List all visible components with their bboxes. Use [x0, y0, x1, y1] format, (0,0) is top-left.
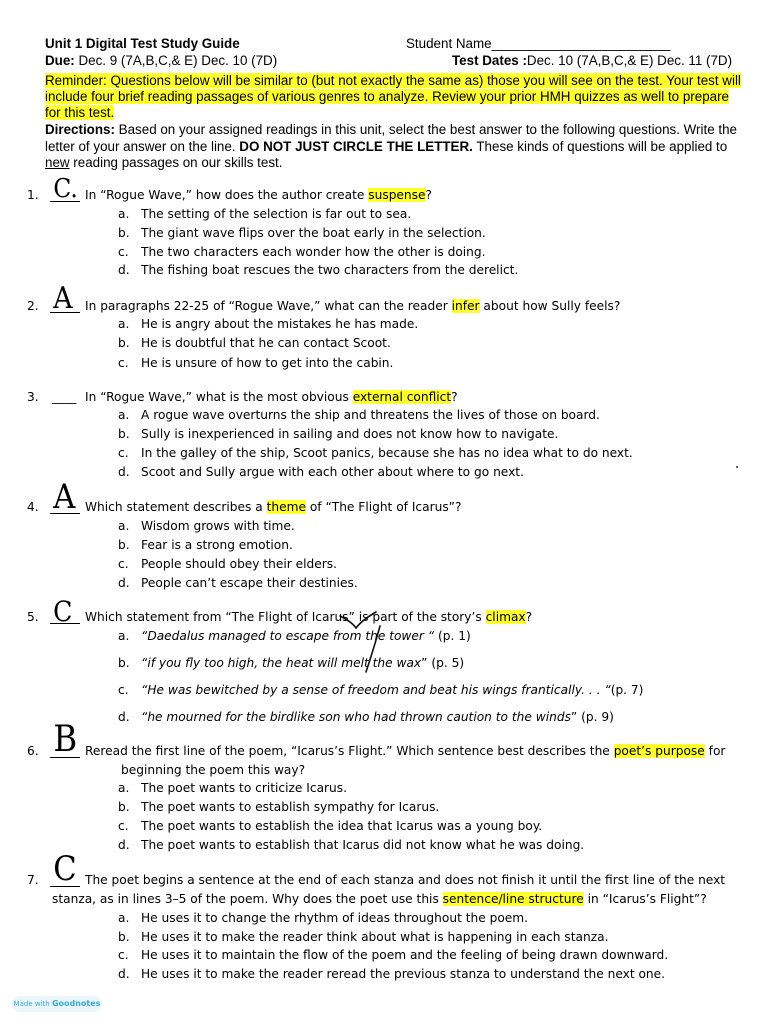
question-text: [85, 299, 620, 313]
option-letter: c.: [118, 356, 129, 370]
question-number: 5.: [27, 610, 39, 624]
question-text: [85, 500, 461, 514]
directions-label: Directions:: [45, 122, 115, 137]
option-text: He is unsure of how to get into the cabin.: [141, 356, 394, 370]
question-prompt: Which statement from “The Flight of Icarus” is part of the story’s: [85, 610, 486, 624]
option-letter: c.: [118, 683, 129, 697]
option-text: A rogue wave overturns the ship and threatens the lives of those on board.: [141, 408, 600, 422]
option-letter: c.: [118, 819, 129, 833]
option-text: [141, 710, 614, 724]
question-suffix: for: [704, 744, 726, 758]
question-text: [85, 744, 725, 758]
option-text: The poet wants to establish sympathy for Icarus.: [141, 800, 440, 814]
option-text: He uses it to make the reader reread the previous stanza to understand the next one.: [141, 967, 666, 981]
question-prompt: Which statement describes a: [85, 500, 267, 514]
question-number: 2.: [27, 299, 39, 313]
option-letter: b.: [118, 226, 130, 240]
option-text: The giant wave flips over the boat early in the selection.: [141, 226, 486, 240]
option-text: The setting of the selection is far out to sea.: [141, 207, 412, 221]
answer-blank[interactable]: ____: [52, 390, 77, 404]
directions-underlined: new: [45, 155, 70, 170]
student-name-label: Student Name: [406, 36, 492, 51]
question-prompt: stanza, as in lines 3–5 of the poem. Why does the poet use this: [52, 892, 443, 906]
question-number: 4.: [27, 500, 39, 514]
question-text: [85, 188, 432, 202]
due-label: Due:: [45, 53, 75, 68]
test-dates-value: Dec. 10 (7A,B,C,& E) Dec. 11 (7D): [526, 53, 733, 68]
option-letter: a.: [118, 781, 130, 795]
option-text: The poet wants to criticize Icarus.: [141, 781, 347, 795]
badge-prefix: Made with: [13, 1000, 50, 1008]
option-letter: c.: [118, 557, 129, 571]
option-letter: a.: [118, 317, 130, 331]
option-text: People can’t escape their destinies.: [141, 576, 358, 590]
directions-text-1: Based on your assigned readings in this unit, select the best answer to the following questions. Write the letter of your answer on the line.: [45, 122, 737, 154]
question-suffix: ?: [451, 390, 458, 404]
option-text: The poet wants to establish that Icarus did not know what he was doing.: [141, 838, 585, 852]
highlighted-term: suspense: [368, 188, 426, 202]
option-quote: “Daedalus managed to escape from the tower “: [141, 629, 435, 643]
option-text: [141, 629, 471, 643]
due-date: [45, 52, 277, 69]
question-suffix: ?: [425, 188, 432, 202]
option-letter: b.: [118, 930, 130, 944]
question-text-continued: [52, 892, 707, 906]
question-prompt: In “Rogue Wave,” how does the author create: [85, 188, 369, 202]
option-letter: a.: [118, 519, 130, 533]
option-quote: “he mourned for the birdlike son who had thrown caution to the winds: [141, 710, 571, 724]
question-text: The poet begins a sentence at the end of each stanza and does not finish it until the first line of the next: [85, 873, 726, 887]
option-text: Wisdom grows with time.: [141, 519, 295, 533]
document-title: Unit 1 Digital Test Study Guide: [45, 36, 240, 51]
option-page: ” (p. 5): [421, 656, 465, 670]
question-number: 3.: [27, 390, 39, 404]
option-text: [141, 656, 464, 670]
highlighted-term: climax: [485, 610, 526, 624]
test-dates-label: Test Dates :: [452, 53, 527, 68]
option-letter: c.: [118, 948, 129, 962]
option-text: He is doubtful that he can contact Scoot.: [141, 336, 391, 350]
option-text: In the galley of the ship, Scoot panics, because she has no idea what to do next.: [141, 446, 633, 460]
option-letter: d.: [118, 967, 130, 981]
question-prompt: In “Rogue Wave,” what is the most obvious: [85, 390, 353, 404]
handwritten-answer: B: [53, 719, 78, 760]
question-prompt: In paragraphs 22-25 of “Rogue Wave,” what can the reader: [85, 299, 452, 313]
option-text: The two characters each wonder how the other is doing.: [141, 245, 486, 259]
highlighted-term: external conflict: [352, 390, 452, 404]
option-text: The fishing boat rescues the two characters from the derelict.: [141, 263, 519, 277]
handwritten-answer: A: [53, 281, 73, 316]
option-letter: a.: [118, 207, 130, 221]
option-text: He uses it to change the rhythm of ideas throughout the poem.: [141, 911, 529, 925]
option-page: (p. 7): [610, 683, 644, 697]
question-suffix: of “The Flight of Icarus”?: [305, 500, 462, 514]
option-text: The poet wants to establish the idea that Icarus was a young boy.: [141, 819, 543, 833]
due-value: Dec. 9 (7A,B,C,& E) Dec. 10 (7D): [74, 53, 278, 68]
test-dates: [452, 52, 732, 69]
handwritten-answer: C.: [53, 174, 78, 204]
highlighted-term: poet’s purpose: [613, 744, 705, 758]
handwritten-answer: C: [53, 595, 73, 628]
option-page: ” (p. 9): [570, 710, 614, 724]
option-letter: a.: [118, 629, 130, 643]
option-letter: a.: [118, 408, 130, 422]
option-letter: b.: [118, 427, 130, 441]
option-letter: b.: [118, 800, 130, 814]
option-letter: d.: [118, 838, 130, 852]
highlighted-term: theme: [266, 500, 306, 514]
question-suffix: ?: [525, 610, 533, 624]
student-name-blank[interactable]: ________________________: [491, 36, 671, 51]
handwritten-answer: A: [53, 477, 76, 517]
handwritten-answer: C: [53, 849, 77, 889]
option-text: Fear is a strong emotion.: [141, 538, 293, 552]
option-quote: “if you fly too high, the heat will melt the wax: [141, 656, 422, 670]
option-letter: b.: [118, 656, 130, 670]
question-number: 6.: [27, 744, 39, 758]
highlighted-term: sentence/line structure: [442, 892, 584, 906]
highlighted-term: infer: [451, 299, 480, 313]
reminder-text: Reminder: Questions below will be similar to (but not exactly the same as) those you will see on the test. Your test will include four brief reading passages of various genres to analyze. Review your prior HMH quizzes as well to prepare for this test.: [45, 73, 741, 120]
option-letter: a.: [118, 911, 130, 925]
question-text: [85, 610, 532, 624]
question-text: [85, 390, 458, 404]
option-letter: d.: [118, 710, 130, 724]
directions: [45, 122, 745, 172]
option-text: He is angry about the mistakes he has made.: [141, 317, 419, 331]
option-letter: d.: [118, 263, 130, 277]
badge-brand: Goodnotes: [51, 999, 101, 1008]
directions-text-2: These kinds of questions will be applied to: [472, 138, 728, 154]
question-prompt: Reread the first line of the poem, “Icarus’s Flight.” Which sentence best describes the: [85, 744, 614, 758]
student-name-field[interactable]: [406, 35, 670, 52]
question-number: 7.: [27, 873, 39, 887]
question-suffix: about how Sully feels?: [479, 299, 621, 313]
directions-bold: DO NOT JUST CIRCLE THE LETTER.: [239, 138, 473, 154]
option-text: People should obey their elders.: [141, 557, 338, 571]
option-text: Sully is inexperienced in sailing and does not know how to navigate.: [141, 427, 559, 441]
stray-mark: [736, 466, 738, 468]
directions-text-3: reading passages on our skills test.: [69, 155, 283, 170]
option-text: [141, 683, 643, 697]
option-letter: b.: [118, 538, 130, 552]
option-letter: b.: [118, 336, 130, 350]
option-text: He uses it to maintain the flow of the poem and the feeling of being drawn downward.: [141, 948, 669, 962]
question-suffix: in “Icarus’s Flight”?: [583, 892, 707, 906]
question-text-continued: beginning the poem this way?: [121, 763, 306, 777]
option-text: Scoot and Sully argue with each other about where to go next.: [141, 465, 524, 479]
question-number: 1.: [27, 188, 39, 202]
goodnotes-badge[interactable]: [12, 996, 102, 1012]
option-page: (p. 1): [434, 629, 471, 643]
option-letter: d.: [118, 576, 130, 590]
option-letter: c.: [118, 245, 129, 259]
option-quote: “He was bewitched by a sense of freedom and beat his wings frantically. . . “: [141, 683, 611, 697]
option-letter: c.: [118, 446, 129, 460]
option-letter: d.: [118, 465, 130, 479]
reminder-note: [45, 73, 745, 121]
option-text: He uses it to make the reader think about what is happening in each stanza.: [141, 930, 609, 944]
